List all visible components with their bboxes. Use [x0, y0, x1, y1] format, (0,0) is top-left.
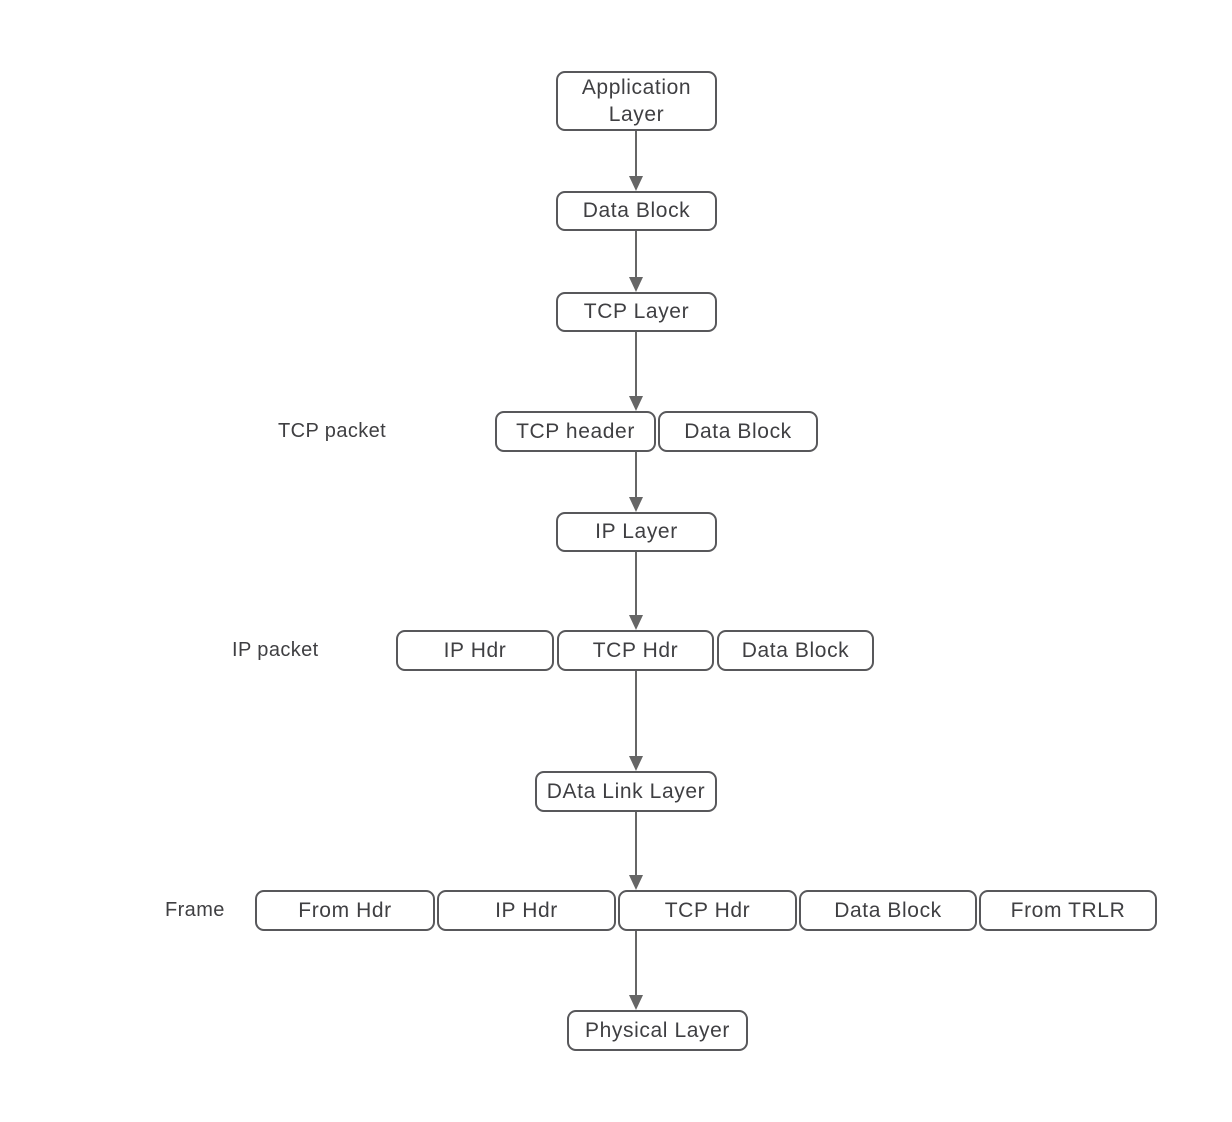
arrow-ip-layer-to-ip-packet-icon — [629, 552, 643, 630]
arrow-ip-packet-to-data-link-icon — [629, 671, 643, 771]
label-frame: Frame — [165, 899, 225, 921]
segment-ip-packet-ip-hdr: IP Hdr — [396, 630, 554, 671]
arrow-application-to-data-block-icon — [629, 131, 643, 191]
arrow-head-icon — [629, 615, 643, 630]
segment-tcp-packet-data-block: Data Block — [658, 411, 818, 452]
arrow-line — [635, 452, 637, 497]
label-ip-packet: IP packet — [232, 639, 319, 661]
segment-ip-packet-tcp-hdr: TCP Hdr — [557, 630, 714, 671]
arrow-line — [635, 332, 637, 396]
segment-frame-tcp-hdr: TCP Hdr — [618, 890, 797, 931]
arrow-tcp-packet-to-ip-layer-icon — [629, 452, 643, 512]
node-data-block: Data Block — [556, 191, 717, 231]
arrow-line — [635, 231, 637, 277]
arrow-line — [635, 931, 637, 995]
arrow-line — [635, 671, 637, 756]
label-tcp-packet: TCP packet — [278, 420, 387, 442]
arrow-head-icon — [629, 756, 643, 771]
segment-ip-packet-data-block: Data Block — [717, 630, 874, 671]
node-physical-layer: Physical Layer — [567, 1010, 748, 1051]
arrow-line — [635, 131, 637, 176]
arrow-line — [635, 552, 637, 615]
node-data-link-layer: DAta Link Layer — [535, 771, 717, 812]
segment-frame-data-block: Data Block — [799, 890, 977, 931]
segment-frame-ip-hdr: IP Hdr — [437, 890, 616, 931]
node-ip-layer: IP Layer — [556, 512, 717, 552]
segment-tcp-packet-tcp-header: TCP header — [495, 411, 656, 452]
arrow-head-icon — [629, 396, 643, 411]
arrow-head-icon — [629, 277, 643, 292]
arrow-head-icon — [629, 995, 643, 1010]
segment-frame-from-trlr: From TRLR — [979, 890, 1157, 931]
segment-frame-from-hdr: From Hdr — [255, 890, 435, 931]
arrow-head-icon — [629, 497, 643, 512]
arrow-frame-to-physical-icon — [629, 931, 643, 1010]
arrow-line — [635, 812, 637, 875]
node-application-layer: Application Layer — [556, 71, 717, 131]
arrow-head-icon — [629, 176, 643, 191]
arrow-tcp-layer-to-tcp-packet-icon — [629, 332, 643, 411]
arrow-data-link-to-frame-icon — [629, 812, 643, 890]
arrow-head-icon — [629, 875, 643, 890]
arrow-data-block-to-tcp-layer-icon — [629, 231, 643, 292]
node-tcp-layer: TCP Layer — [556, 292, 717, 332]
